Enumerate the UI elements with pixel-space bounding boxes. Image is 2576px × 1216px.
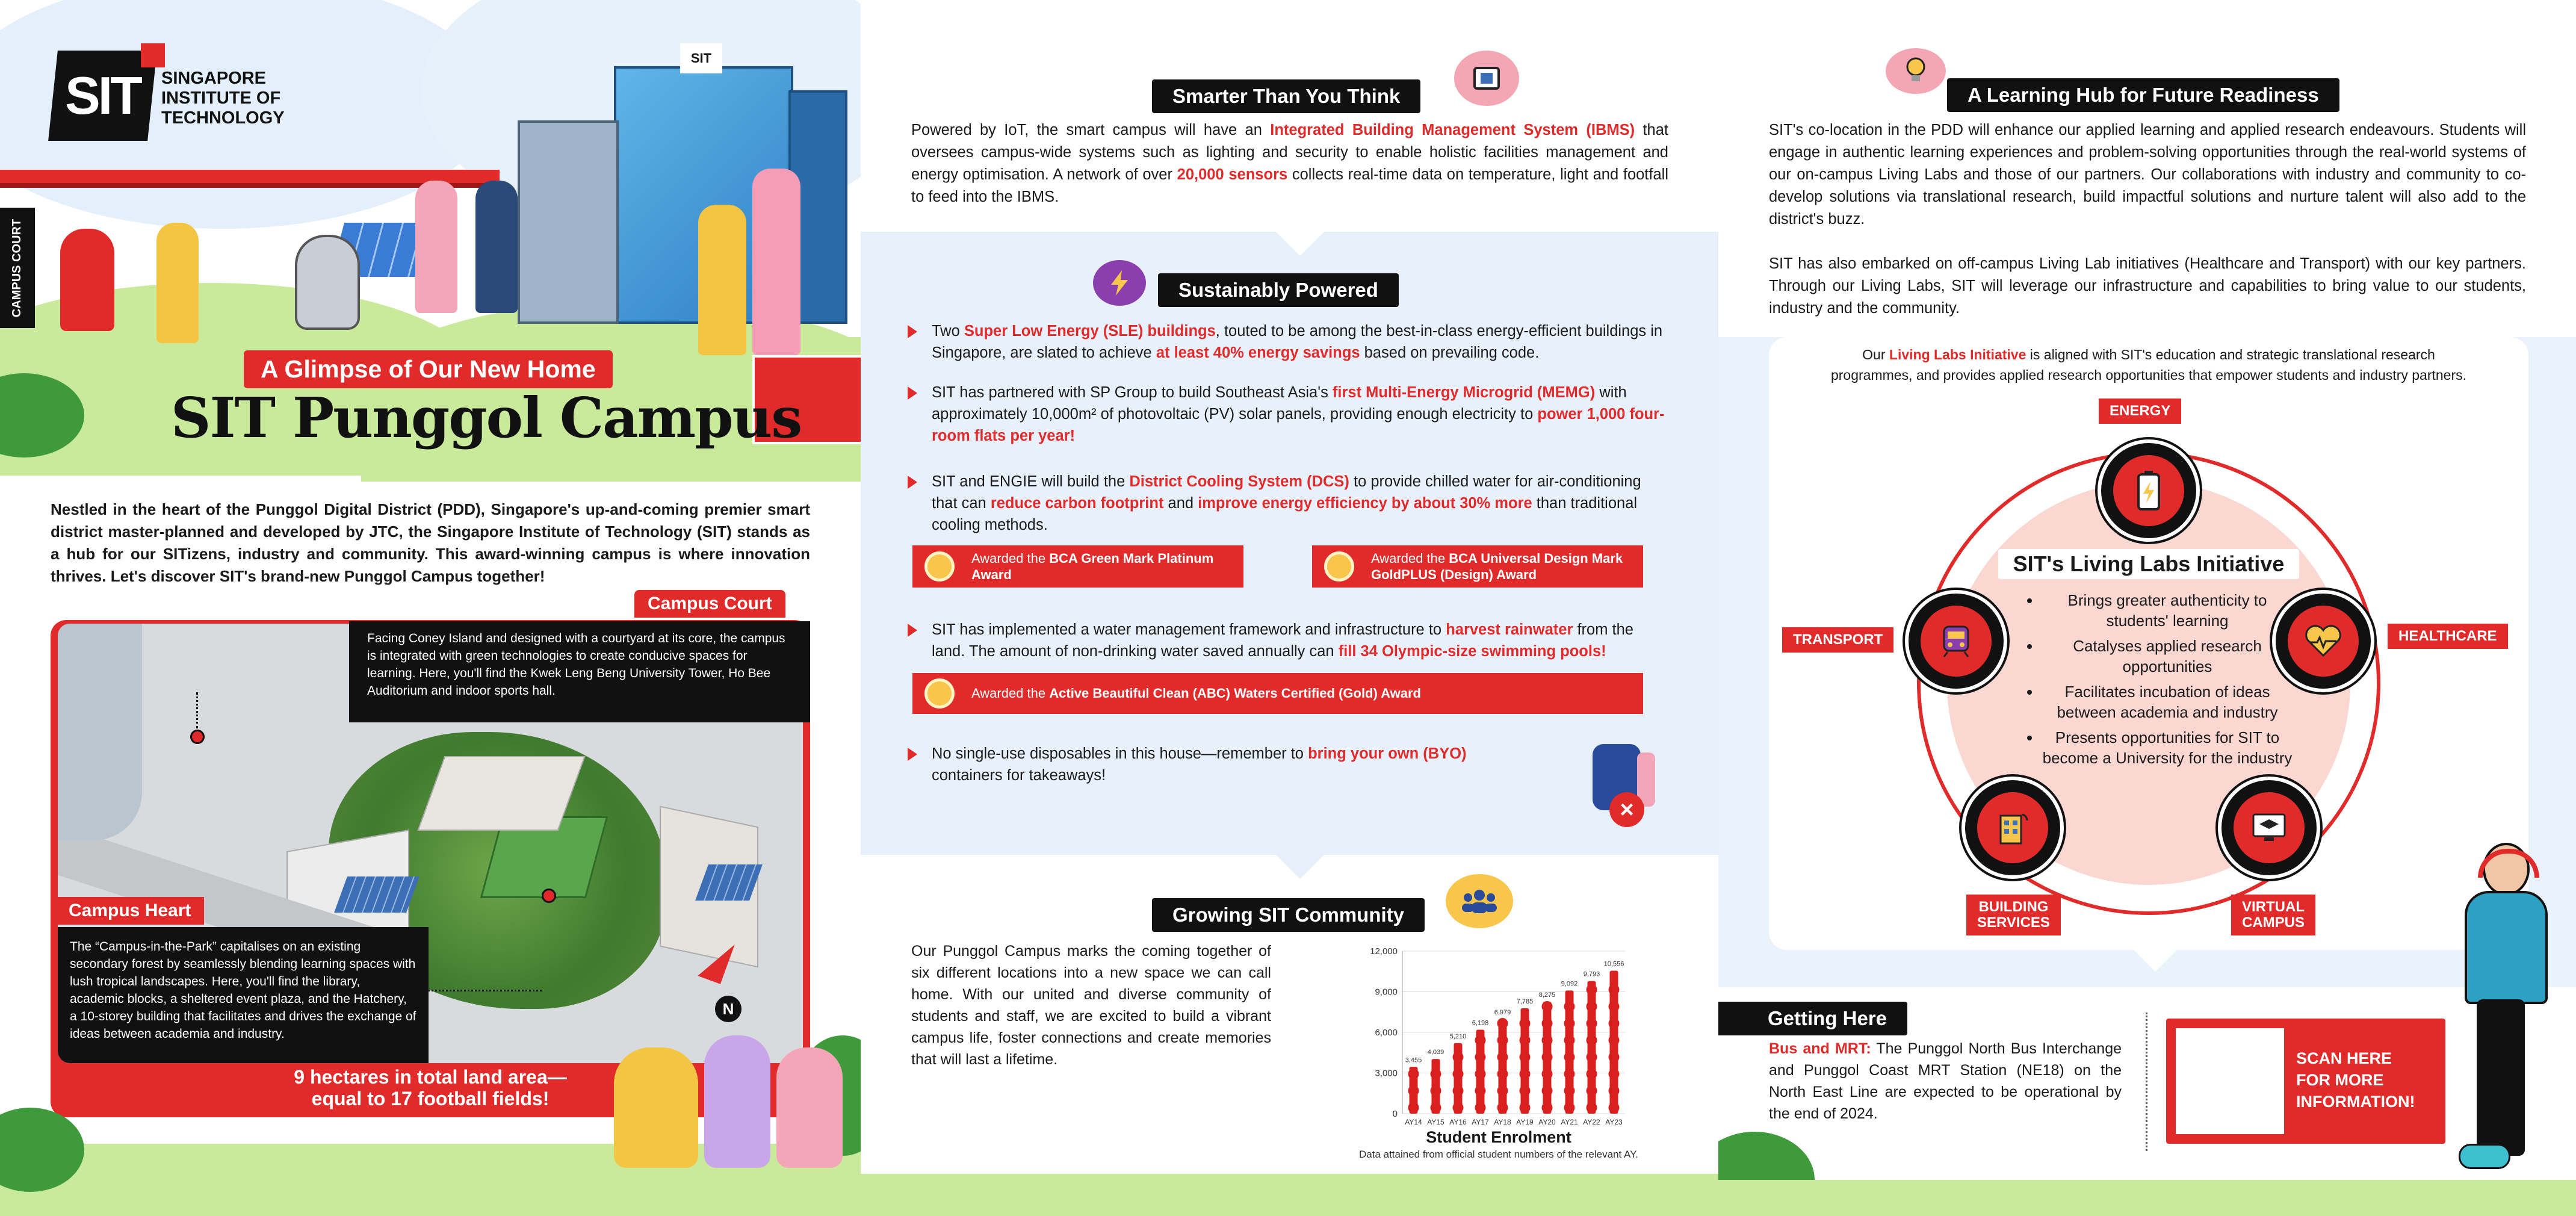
bullet-highlight: District Cooling System (DCS) <box>1129 473 1349 490</box>
energy-label: ENERGY <box>2099 399 2181 424</box>
chart-bar-person <box>1542 1102 1553 1113</box>
smarter-text <box>911 119 1668 208</box>
logo-name <box>161 69 285 128</box>
chart-xtick-label: AY19 <box>1516 1118 1534 1126</box>
intro-paragraph: Nestled in the heart of the Punggol Digital District (PDD), Singapore's up-and-coming premier smart district master-planned and developed by JTC, the Singapore Institute of Technology (SIT) stands as a hub for our SITizens, industry and community. This award-winning campus is where innovation thrives. Let's discover SIT's brand-new Punggol Campus together! <box>51 500 810 585</box>
chart-value-label: 6,979 <box>1494 1008 1511 1016</box>
chart-bar-person <box>1564 1018 1575 1029</box>
center-point: • Catalyses applied research opportunities <box>2041 636 2294 677</box>
chart-bar-person <box>1564 1052 1575 1062</box>
scan-line3: INFORMATION! <box>2296 1093 2415 1111</box>
logo-name-line2: INSTITUTE OF <box>161 88 281 108</box>
bullet-text: from the land. The amount of non-drinking water saved annually can <box>932 621 1633 660</box>
chart-ytick-label: 3,000 <box>1375 1068 1398 1079</box>
chart-bar-person <box>1587 984 1597 995</box>
chart-bar-person <box>1453 1052 1464 1062</box>
chart-bar-person <box>1609 1102 1620 1113</box>
illustration-person <box>698 205 746 355</box>
iot-chip-icon <box>1454 51 1519 106</box>
illustration-person <box>752 169 800 355</box>
getting-here-lead: Bus and MRT: <box>1769 1040 1871 1057</box>
chart-bar-person <box>1587 1001 1597 1012</box>
chart-bar-person <box>1564 1102 1575 1113</box>
chart-bar-person <box>1475 1035 1486 1046</box>
building-services-node <box>1961 777 2064 879</box>
award-pre: Awarded the <box>971 686 1050 701</box>
smarter-text-p3: collects real-time data on temperature, light and footfall to feed into the IBMS. <box>911 166 1668 205</box>
person-legs <box>2477 999 2525 1156</box>
chart-bar-person <box>1587 1035 1597 1046</box>
chart-xtick-label: AY14 <box>1405 1118 1422 1126</box>
middle-panel <box>861 0 1718 1216</box>
chart-note: Data attained from official student numbers of the relevant AY. <box>1359 1149 1638 1160</box>
chart-bar-person <box>1564 1035 1575 1046</box>
chart-bar-person <box>1587 1069 1597 1079</box>
center-point: • Presents opportunities for SIT to become a University for the industry <box>2041 727 2294 768</box>
bullet-highlight: at least 40% energy savings <box>1156 344 1360 361</box>
graduation-cap-icon <box>2234 792 2305 863</box>
bullet-highlight: improve energy efficiency by about 30% more <box>1198 495 1532 512</box>
bullet-highlight: fill 34 Olympic-size swimming pools! <box>1338 643 1606 660</box>
bullet-highlight: Super Low Energy (SLE) buildings <box>964 323 1216 340</box>
center-points <box>2025 590 2294 768</box>
illustration-person <box>60 229 114 331</box>
learning-title: A Learning Hub for Future Readiness <box>1947 78 2339 112</box>
award-pre: Awarded the <box>1371 551 1449 566</box>
chart-bar-person <box>1453 1085 1464 1096</box>
award-universal-design <box>1312 545 1643 588</box>
community-text: Our Punggol Campus marks the coming together of six different locations into a new space we can call home. With our united and diverse community of students and staff, we are excited to build a vibrant campus life, foster connections and create memories that will last a lifetime. <box>911 943 1271 1068</box>
center-title: SIT's Living Labs Initiative <box>1998 549 2299 579</box>
getting-here-text <box>1769 1038 2122 1124</box>
chart-bar-person <box>1609 1052 1620 1062</box>
healthcare-node <box>2272 590 2374 692</box>
bullet-highlight: power 1,000 four-room flats per year! <box>932 406 1665 444</box>
leader-line <box>196 692 199 728</box>
chart-bar-person <box>1431 1085 1441 1096</box>
photo-building <box>417 756 585 831</box>
chart-bar-person <box>1475 1052 1486 1062</box>
scan-line2: FOR MORE <box>2296 1071 2384 1089</box>
land-area-line2: equal to 17 football fields! <box>311 1088 550 1109</box>
sustain-bullet-1 <box>932 320 1671 364</box>
community-title: Growing SIT Community <box>1152 898 1425 932</box>
chart-bar-person <box>1475 1069 1486 1079</box>
sit-logo-mark: SIT <box>65 66 140 125</box>
bottom-grass <box>861 1174 1718 1216</box>
smarter-title: Smarter Than You Think <box>1152 79 1420 113</box>
map-marker <box>190 730 205 744</box>
illustration-students <box>704 1035 770 1168</box>
chart-bar-person <box>1520 1052 1531 1062</box>
sustain-bullet-5 <box>932 743 1509 786</box>
chart-bar-person <box>1475 1102 1486 1113</box>
chart-bar-person <box>1408 1085 1419 1096</box>
bullet-text: SIT has partnered with SP Group to build Southeast Asia's <box>932 384 1333 401</box>
bullet-text: with approximately 10,000m² of photovoltaic (PV) solar panels, providing enough electricity to <box>932 384 1627 423</box>
medal-icon <box>924 551 955 582</box>
chart-bar-person <box>1542 1085 1553 1096</box>
bullet-text: to provide chilled water for air-conditioning that can <box>932 473 1641 512</box>
chart-bar-person <box>1408 1069 1419 1079</box>
learning-p1: SIT's co-location in the PDD will enhance our applied learning and applied research endeavours. Students will engage in authentic learning experiences and problem-solving opportunities through the real-world systems of our on-campus Living Labs and those of our partners. Our collaborations with industry and community to co-develop solutions via translational research, build impactful solutions and nurture talent will also add to the district's buzz. <box>1769 122 2526 228</box>
learning-p2: SIT has also embarked on off-campus Living Lab initiatives (Healthcare and Transport) with our key partners. Through our Living Labs, SIT will leverage our infrastructure and capabilities to bring value to our students, industry and the community. <box>1769 255 2526 317</box>
campus-court-label: Campus Court <box>634 590 785 618</box>
bullet-text: containers for takeaways! <box>932 767 1106 784</box>
chart-bar-person <box>1587 1052 1597 1062</box>
chart-value-label: 10,556 <box>1603 960 1624 968</box>
chart-xtick-label: AY21 <box>1561 1118 1578 1126</box>
award-name: BCA Universal Design Mark GoldPLUS (Design) Award <box>1371 551 1623 582</box>
chart-bar-person <box>1564 1069 1575 1079</box>
hero-title: SIT Punggol Campus <box>171 385 802 450</box>
sustain-bullet-2 <box>932 382 1671 447</box>
chart-bar-person <box>1497 1085 1508 1096</box>
bullet-text: SIT has implemented a water management framework and infrastructure to <box>932 621 1446 638</box>
intro-text: is aligned with SIT's education and strategic translational research programmes, and provides applied research opportunities that empower students and industry partners. <box>1830 347 2467 383</box>
illustration-students <box>614 1047 698 1168</box>
center-point: • Facilitates incubation of ideas between academia and industry <box>2041 681 2294 722</box>
illustration-person-cheering <box>2453 843 2549 1180</box>
compass-badge <box>715 996 742 1022</box>
campus-heart-text: The “Campus-in-the-Park” capitalises on an existing secondary forest by seamlessly blending learning spaces with lush tropical landscapes. Here, you'll find the library, academic blocks, a sheltered event plaza, and the Hatchery, a 10-storey building that facilitates and drives the exchange of ideas between academia and industry. <box>58 927 429 1063</box>
building-block <box>518 120 619 324</box>
transport-node <box>1905 590 2007 692</box>
chart-bar-person <box>1542 1001 1553 1012</box>
bullet-text: based on prevailing code. <box>1360 344 1540 361</box>
smarter-text-p2: that oversees campus-wide systems such as lighting and security to enable holistic facilities management and energy optimisation. A network of over <box>911 122 1668 183</box>
chart-ytick-label: 6,000 <box>1375 1028 1398 1038</box>
chart-bar-person <box>1520 1069 1531 1079</box>
chart-bar-person <box>1542 1052 1553 1062</box>
tower-logo: SIT <box>680 43 722 73</box>
chart-bar-person <box>1408 1102 1419 1113</box>
building-services-label-l2: SERVICES <box>1977 914 2050 931</box>
healthcare-label: HEALTHCARE <box>2388 624 2508 649</box>
sustain-bullet-4 <box>932 619 1671 662</box>
building-services-label-l1: BUILDING <box>1978 899 2049 915</box>
chart-ytick-label: 12,000 <box>1370 946 1398 957</box>
chart-value-label: 9,793 <box>1583 970 1600 978</box>
campus-court-text: Facing Coney Island and designed with a courtyard at its core, the campus is integrated with green technologies to create conducive spaces for learning. Here, you'll find the Kwek Leng Beng University Tower, Ho Bee Auditorium and indoor sports hall. <box>349 621 810 722</box>
chart-value-label: 5,210 <box>1449 1032 1467 1040</box>
scan-text <box>2296 1047 2415 1112</box>
living-labs-intro <box>1827 344 2471 385</box>
award-green-mark <box>912 545 1243 588</box>
chart-bar-person <box>1453 1102 1464 1113</box>
chart-bar-person <box>1520 1085 1531 1096</box>
chart-bar-person <box>1587 1085 1597 1096</box>
virtual-campus-label <box>2231 895 2315 935</box>
chart-xtick-label: AY17 <box>1472 1118 1489 1126</box>
getting-here-body: The Punggol North Bus Interchange and Punggol Coast MRT Station (NE18) on the North East Line are expected to be operational by the end of 2024. <box>1769 1040 2122 1122</box>
medal-icon <box>924 678 955 709</box>
bullet-text: SIT and ENGIE will build the <box>932 473 1130 490</box>
getting-here-title: Getting Here <box>1718 1002 1907 1035</box>
chart-bar-person <box>1564 1001 1575 1012</box>
people-icon <box>1446 874 1513 928</box>
chart-bar-person <box>1453 1069 1464 1079</box>
bullet-highlight: first Multi-Energy Microgrid (MEMG) <box>1332 384 1596 401</box>
person-shoe <box>2459 1144 2510 1169</box>
chart-bar-person <box>1609 1018 1620 1029</box>
chart-bar-person <box>1609 1035 1620 1046</box>
chart-value-label: 3,455 <box>1405 1056 1422 1064</box>
award-name: BCA Green Mark Platinum Award <box>971 551 1214 582</box>
scan-line1: SCAN HERE <box>2296 1049 2392 1067</box>
smarter-text-p1: Powered by IoT, the smart campus will have an <box>911 122 1271 138</box>
sit-logo <box>48 51 157 141</box>
energy-node <box>2098 439 2200 542</box>
smarter-highlight-ibms: Integrated Building Management System (IBMS) <box>1270 122 1635 138</box>
chart-xtick-label: AY20 <box>1538 1118 1556 1126</box>
virtual-campus-label-l1: VIRTUAL <box>2242 899 2305 915</box>
chart-bar-person <box>1497 1102 1508 1113</box>
chart-bar-person <box>1475 1085 1486 1096</box>
sustain-title: Sustainably Powered <box>1158 273 1399 307</box>
chart-bar-person <box>1587 1102 1597 1113</box>
bullet-text: , touted to be among the best-in-class energy-efficient buildings in Singapore, are slated to achieve <box>932 323 1663 361</box>
chart-bar-person <box>1609 1069 1620 1079</box>
chart-value-label: 4,039 <box>1427 1049 1444 1056</box>
sustain-bullet-3 <box>932 471 1671 536</box>
chart-value-label: 9,092 <box>1561 980 1578 988</box>
chart-value-label: 6,198 <box>1472 1019 1489 1027</box>
chart-ytick-label: 0 <box>1392 1109 1398 1119</box>
photo-river <box>58 624 142 840</box>
side-tab-text: CAMPUS COURT <box>10 219 24 317</box>
chart-ytick-label: 9,000 <box>1375 987 1398 997</box>
illustration-person <box>156 223 199 343</box>
photo-solar <box>334 876 420 913</box>
energy-battery-icon <box>2113 455 2184 526</box>
chart-bar-person <box>1431 1069 1441 1079</box>
compass-letter: N <box>722 999 734 1018</box>
chart-bar-person <box>1497 1018 1508 1029</box>
building-icon <box>1977 792 2048 863</box>
bullet-text: and <box>1163 495 1198 512</box>
chart-bar-person <box>1609 1001 1620 1012</box>
bullet-highlight: harvest rainwater <box>1446 621 1573 638</box>
chart-bar-person <box>1520 1102 1531 1113</box>
chart-value-label: 8,275 <box>1538 991 1556 999</box>
dotted-divider <box>2146 1013 2147 1151</box>
person-hoodie <box>2465 891 2548 1004</box>
chart-value-label: 7,785 <box>1516 997 1534 1005</box>
chart-bar-person <box>1609 984 1620 995</box>
award-name: Active Beautiful Clean (ABC) Waters Certified (Gold) Award <box>1049 686 1421 701</box>
illustration-person <box>415 181 457 313</box>
illustration-students <box>776 1047 843 1168</box>
bullet-text: No single-use disposables in this house—remember to <box>932 745 1308 762</box>
illustration-person <box>475 181 518 313</box>
chart-bar-person <box>1542 1069 1553 1079</box>
rail-track <box>0 170 500 183</box>
smarter-highlight-sensors: 20,000 sensors <box>1177 166 1288 183</box>
chart-bar-person <box>1542 1018 1553 1029</box>
chart-xtick-label: AY18 <box>1494 1118 1511 1126</box>
chart-xtick-label: AY23 <box>1605 1118 1623 1126</box>
chart-xtick-label: AY22 <box>1583 1118 1600 1126</box>
logo-name-line1: SINGAPORE <box>161 69 267 88</box>
bullet-text: than traditional cooling methods. <box>932 495 1638 533</box>
side-tab <box>0 208 35 328</box>
illustration-robot <box>295 235 360 330</box>
leader-line <box>421 990 542 991</box>
chart-bar-person <box>1497 1035 1508 1046</box>
lightbulb-icon <box>1886 48 1946 94</box>
chart-title: Student Enrolment <box>1426 1128 1571 1146</box>
bullet-highlight: bring your own (BYO) <box>1308 745 1467 762</box>
chart-bar-person <box>1520 1018 1531 1029</box>
no-disposables-icon: × <box>1609 792 1644 827</box>
virtual-campus-label-l2: CAMPUS <box>2242 914 2305 931</box>
logo-accent <box>141 43 165 67</box>
medal-icon <box>1324 551 1354 582</box>
train-icon <box>1921 606 1992 677</box>
chart-bar-person <box>1609 1085 1620 1096</box>
chart-bar-person <box>1431 1102 1441 1113</box>
chart-xtick-label: AY15 <box>1427 1118 1444 1126</box>
campus-heart-label: Campus Heart <box>55 897 204 925</box>
bottom-grass <box>1718 1180 2576 1216</box>
chart-bar-person <box>1497 1052 1508 1062</box>
map-marker <box>542 889 556 903</box>
chart-bar-person <box>1520 1035 1531 1046</box>
card-notch <box>2134 950 2177 972</box>
intro-highlight: Living Labs Initiative <box>1889 347 2026 362</box>
band-notch <box>1276 855 1324 879</box>
chart-bar-person <box>1542 1035 1553 1046</box>
building-services-label <box>1966 895 2061 935</box>
logo-name-line3: TECHNOLOGY <box>161 108 285 128</box>
bullet-highlight: reduce carbon footprint <box>990 495 1164 512</box>
chart-bar <box>1499 1019 1507 1114</box>
right-panel <box>1718 0 2576 1216</box>
land-area-line1: 9 hectares in total land area— <box>294 1066 567 1088</box>
hero-tag: A Glimpse of Our New Home <box>244 350 613 388</box>
bullet-text: Two <box>932 323 964 340</box>
intro-text: Our <box>1862 347 1889 362</box>
lightning-icon <box>1093 260 1146 306</box>
award-abc-waters <box>912 673 1643 714</box>
chart-xtick-label: AY16 <box>1449 1118 1467 1126</box>
virtual-campus-node <box>2218 777 2320 879</box>
heart-pulse-icon <box>2288 606 2359 677</box>
chart-bar-person <box>1564 1085 1575 1096</box>
left-panel <box>0 0 861 1216</box>
chart-bar-person <box>1587 1018 1597 1029</box>
transport-label: TRANSPORT <box>1782 627 1893 653</box>
center-point: • Brings greater authenticity to students' learning <box>2041 590 2294 631</box>
chart-bar-person <box>1497 1069 1508 1079</box>
qr-code-placeholder[interactable] <box>2176 1028 2284 1134</box>
band-notch <box>1276 232 1324 256</box>
award-pre: Awarded the <box>971 551 1050 566</box>
